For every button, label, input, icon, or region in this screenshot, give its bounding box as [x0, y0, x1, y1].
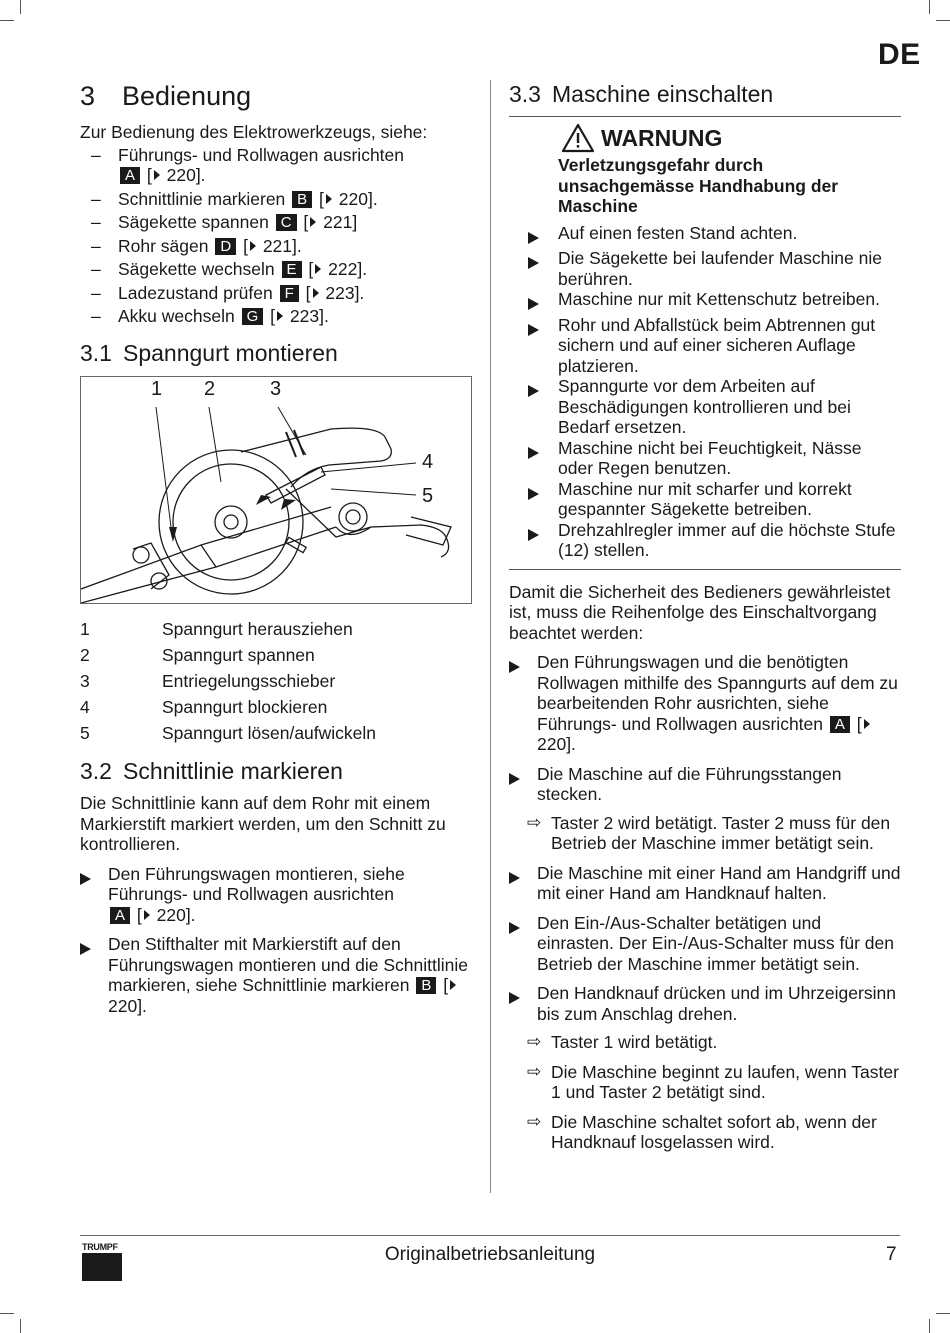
page-ref-icon	[277, 311, 283, 321]
list-item: Maschine nur mit scharfer und korrekt gespannter Sägekette betreiben.	[509, 479, 901, 520]
result-item: ⇨ Taster 1 wird betätigt.	[527, 1032, 718, 1052]
page-ref-icon	[864, 719, 870, 729]
page-ref-link[interactable]: 223].	[289, 306, 329, 326]
bullet-arrow-icon	[528, 257, 539, 269]
crop-mark	[0, 20, 14, 21]
page-ref-link[interactable]: 221]	[323, 212, 358, 232]
crop-mark	[929, 1319, 930, 1333]
list-item: Den Führungswagen montieren, siehe Führungs- und Rollwagen ausrichten A [ 220].	[80, 864, 472, 926]
page-ref-link[interactable]: 223].	[325, 282, 365, 303]
section-heading	[80, 757, 472, 785]
callout-1: 1	[151, 377, 163, 400]
legend-row: 2 Spanngurt spannen	[80, 644, 315, 665]
crop-mark	[20, 0, 21, 14]
bullet-arrow-icon	[528, 385, 539, 397]
warning-box	[509, 116, 901, 570]
list-item: – Akku wechseln G [ 223].	[91, 306, 329, 326]
section-heading	[509, 80, 901, 108]
list-item: – Sägekette spannen C [ 221]	[91, 212, 358, 232]
crop-mark	[20, 1319, 21, 1333]
bullet-arrow-icon	[528, 324, 539, 336]
section-title: Schnittlinie markieren	[123, 758, 343, 785]
figure-legend	[80, 619, 472, 750]
strap-tensioner-drawing	[81, 377, 471, 603]
chapter-title: Bedienung	[122, 81, 252, 111]
crop-mark	[0, 1313, 14, 1314]
callout-2: 2	[204, 377, 216, 400]
page-ref-icon	[313, 288, 319, 298]
section-heading	[80, 339, 472, 367]
figure-tag: C	[276, 214, 297, 231]
list-item: Rohr und Abfallstück beim Abtrennen gut sichern und auf einer sicheren Auflage platzieren.	[509, 315, 901, 377]
page-ref-link[interactable]: 220].	[108, 995, 147, 1016]
trumpf-logo: TRUMPF	[82, 1242, 122, 1282]
result-arrow-icon: ⇨	[527, 1032, 542, 1051]
page-ref-link[interactable]: 220].	[338, 188, 378, 209]
result-arrow-icon: ⇨	[527, 812, 542, 832]
list-item: Den Stifthalter mit Markierstift auf den Führungswagen montieren und die Schnittlinie markieren, siehe Schnittlinie markieren B [ 220].	[80, 934, 472, 1016]
page-ref-icon	[310, 217, 316, 227]
bullet-arrow-icon	[528, 488, 539, 500]
warning-triangle-icon	[561, 123, 595, 153]
step-arrow-icon	[509, 661, 520, 673]
column-divider	[490, 80, 491, 1193]
list-item: Maschine nur mit Kettenschutz betreiben.	[509, 289, 901, 315]
callout-4: 4	[422, 450, 434, 473]
step-list	[509, 652, 901, 1153]
step-arrow-icon	[509, 922, 520, 934]
strap-figure	[80, 376, 472, 604]
list-item: Den Ein-/Aus-Schalter betätigen und einrasten. Der Ein-/Aus-Schalter muss für den Betrieb der Maschine immer betätigt sein.	[509, 913, 901, 975]
step-arrow-icon	[509, 773, 520, 785]
chapter-heading	[80, 80, 472, 112]
crop-mark	[936, 1313, 950, 1314]
list-item: Die Maschine auf die Führungsstangen stecken.	[509, 764, 901, 805]
left-column	[80, 80, 472, 1016]
result-item: ⇨ Die Maschine beginnt zu laufen, wenn Taster 1 und Taster 2 betätigt sind.	[527, 1061, 899, 1102]
list-item: Den Handknauf drücken und im Uhrzeigersinn bis zum Anschlag drehen.	[509, 983, 901, 1024]
page-ref-icon	[144, 910, 150, 920]
warning-title: WARNUNG	[509, 123, 901, 153]
list-item: – Rohr sägen D [ 221].	[91, 235, 302, 256]
figure-tag: B	[292, 191, 312, 208]
section-intro: Die Schnittlinie kann auf dem Rohr mit einem Markierstift markiert werden, um den Schnitt zu kontrollieren.	[80, 793, 446, 855]
reference-list	[80, 145, 472, 327]
page-ref-link[interactable]: 222].	[328, 259, 368, 279]
list-item: Die Sägekette bei laufender Maschine nie berühren.	[509, 248, 901, 289]
figure-tag: A	[120, 167, 140, 184]
page-ref-link[interactable]: 220].	[156, 904, 196, 925]
legend-row: 4 Spanngurt blockieren	[80, 697, 328, 718]
page-ref-icon	[154, 170, 160, 180]
result-item: ⇨ Taster 2 wird betätigt. Taster 2 muss für den Betrieb der Maschine immer betätigt sein.	[527, 812, 891, 853]
page-number: 7	[886, 1244, 897, 1265]
figure-tag: E	[282, 261, 302, 278]
section-title: Spanngurt montieren	[123, 339, 338, 366]
figure-tag: A	[830, 716, 850, 733]
language-label: DE	[878, 38, 921, 71]
sequence-intro: Damit die Sicherheit des Bedieners gewährleistet ist, muss die Reihenfolge des Einschaltvorgang beachtet werden:	[509, 581, 891, 643]
list-item: Drehzahlregler immer auf die höchste Stufe (12) stellen.	[509, 520, 901, 561]
section-number: 3.3	[509, 81, 541, 107]
page-ref-link[interactable]: 220].	[537, 734, 576, 754]
step-arrow-icon	[509, 872, 520, 884]
bullet-arrow-icon	[528, 232, 539, 244]
page-ref-link[interactable]: 221].	[262, 235, 302, 256]
list-item: Den Führungswagen und die benötigten Rollwagen mithilfe des Spanngurts auf dem zu bearbeitenden Rohr ausrichten, siehe Führungs- und Rollwagen ausrichten A [ 220].	[509, 652, 901, 755]
list-item: Auf einen festen Stand achten.	[509, 223, 901, 249]
list-item: – Schnittlinie markieren B [ 220].	[91, 188, 378, 209]
bullet-arrow-icon	[528, 447, 539, 459]
section-number: 3.1	[80, 339, 112, 366]
list-item: Die Maschine mit einer Hand am Handgriff und mit einer Hand am Handknauf halten.	[509, 863, 901, 904]
result-arrow-icon: ⇨	[527, 1111, 542, 1131]
page-ref-icon	[450, 980, 456, 990]
callout-3: 3	[270, 377, 282, 400]
footer-title: Originalbetriebsanleitung	[384, 1244, 596, 1265]
crop-mark	[929, 0, 930, 14]
list-item: – Sägekette wechseln E [ 222].	[91, 259, 368, 279]
crop-mark	[936, 20, 950, 21]
bullet-arrow-icon	[528, 298, 539, 310]
result-arrow-icon: ⇨	[527, 1061, 542, 1081]
list-item: Maschine nicht bei Feuchtigkeit, Nässe oder Regen benutzen.	[509, 438, 901, 479]
list-item: – Führungs- und Rollwagen ausrichten A [ 220].	[91, 144, 404, 185]
list-item: – Ladezustand prüfen F [ 223].	[91, 282, 365, 303]
result-item: ⇨ Die Maschine schaltet sofort ab, wenn der Handknauf losgelassen wird.	[527, 1111, 877, 1152]
right-column	[509, 80, 901, 1153]
figure-tag: F	[280, 285, 299, 302]
intro-text: Zur Bedienung des Elektrowerkzeugs, siehe:	[80, 122, 428, 142]
step-list	[80, 864, 472, 1017]
step-arrow-icon	[509, 992, 520, 1004]
footer-rule	[80, 1235, 900, 1236]
figure-tag: A	[110, 907, 130, 924]
section-number: 3.2	[80, 758, 112, 785]
page-ref-icon	[326, 194, 332, 204]
figure-tag: D	[215, 238, 236, 255]
bullet-arrow-icon	[528, 529, 539, 541]
warning-list	[509, 223, 901, 561]
page-ref-link[interactable]: 220].	[166, 165, 206, 185]
legend-row: 3 Entriegelungsschieber	[80, 670, 336, 691]
chapter-number: 3	[80, 81, 96, 111]
section-title: Maschine einschalten	[552, 81, 774, 107]
page-ref-icon	[250, 241, 256, 251]
page-ref-icon	[315, 264, 321, 274]
legend-row: 1 Spanngurt herausziehen	[80, 618, 353, 639]
step-arrow-icon	[80, 943, 91, 955]
warning-subtitle: Verletzungsgefahr durch unsachgemässe Handhabung der Maschine	[558, 155, 839, 216]
figure-tag: B	[416, 977, 436, 994]
figure-tag: G	[242, 308, 264, 325]
list-item: Spanngurte vor dem Arbeiten auf Beschädigungen kontrollieren und bei Bedarf ersetzen.	[509, 376, 901, 438]
step-arrow-icon	[80, 873, 91, 885]
callout-5: 5	[422, 484, 434, 507]
legend-row: 5 Spanngurt lösen/aufwickeln	[80, 723, 377, 744]
